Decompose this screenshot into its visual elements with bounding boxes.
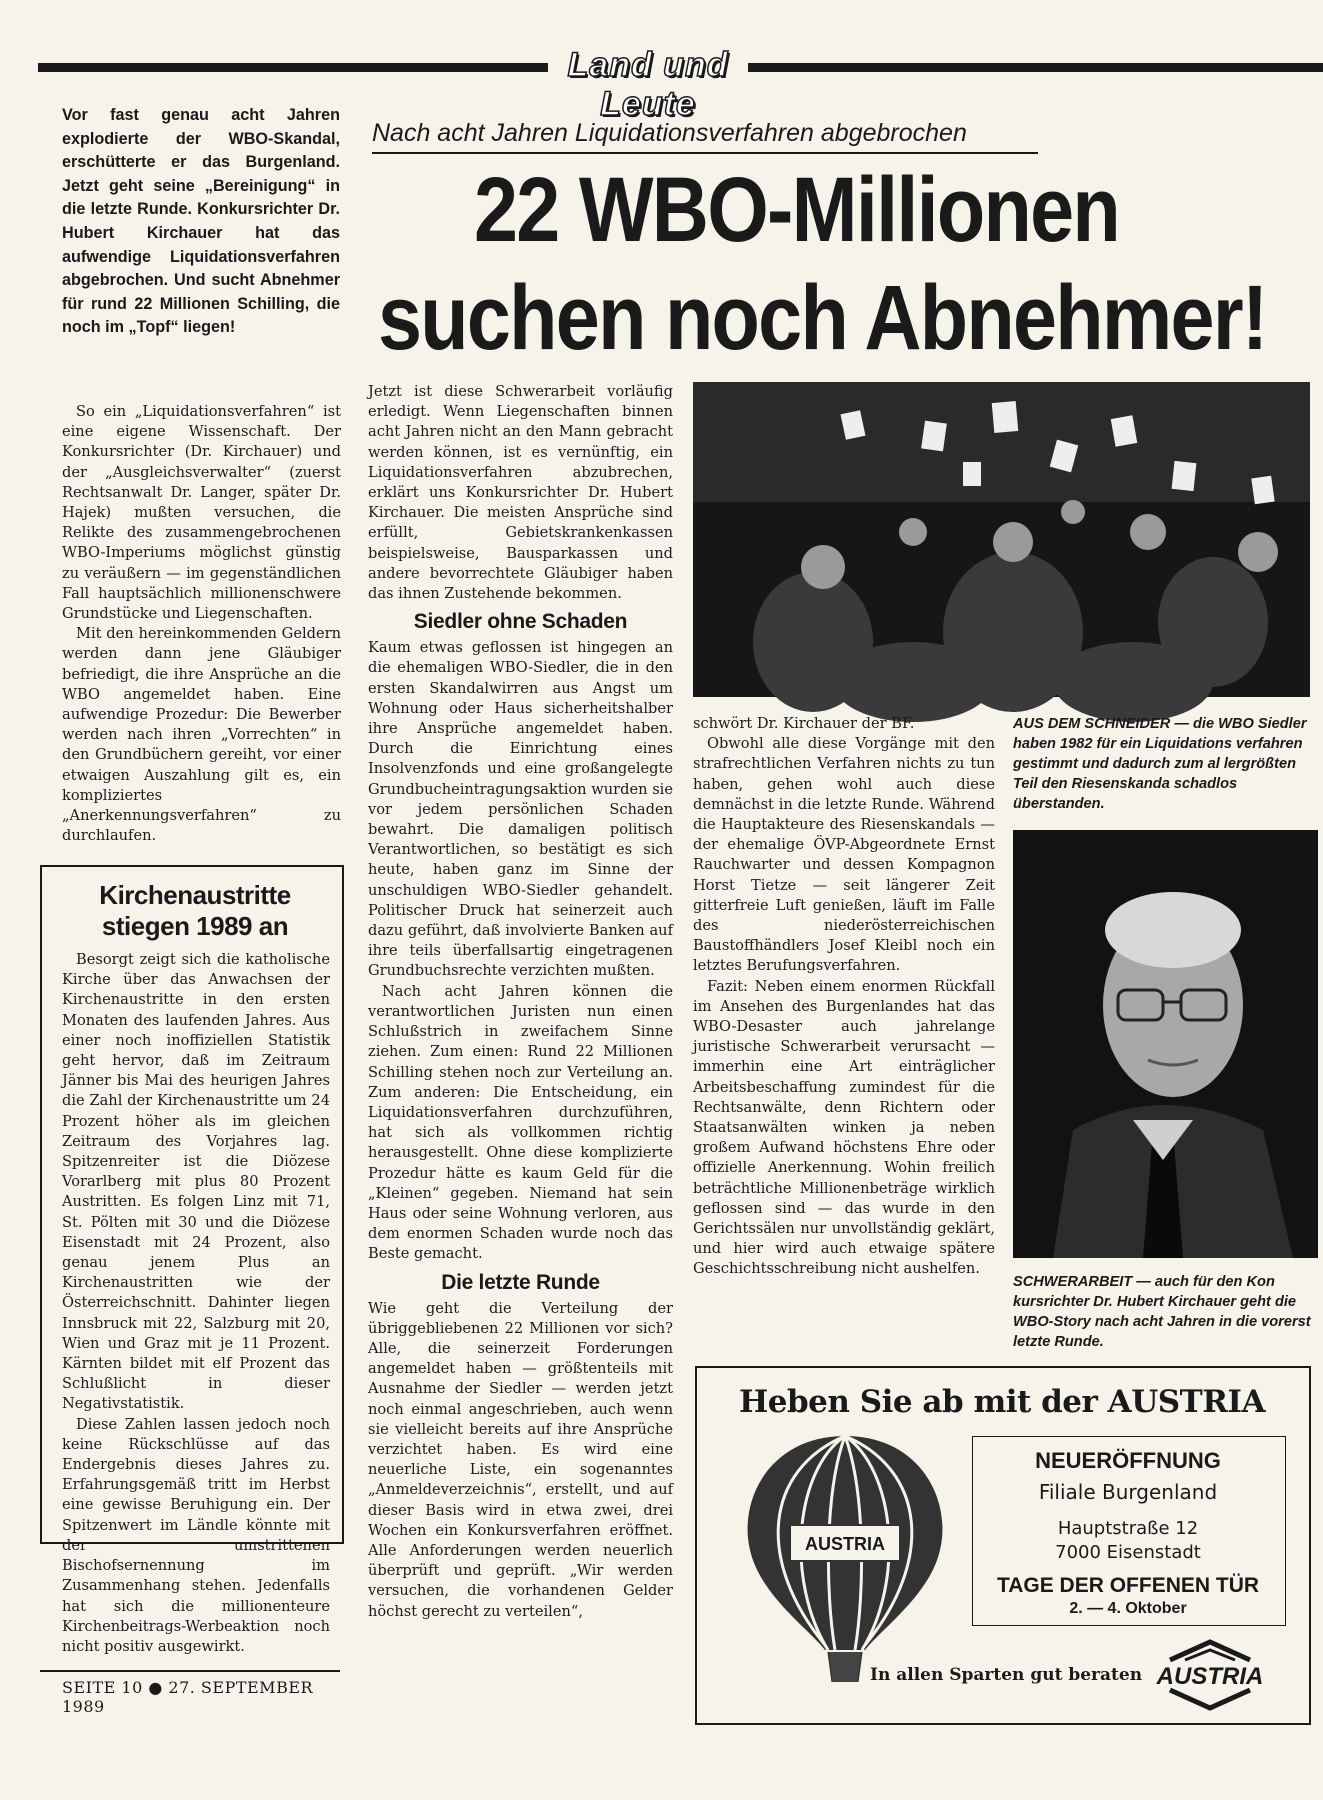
- subhead-siedler: Siedler ohne Schaden: [413, 610, 628, 634]
- photo-portrait-illustration: [1013, 830, 1318, 1258]
- subhead-letzte-runde: Die letzte Runde: [441, 1270, 600, 1294]
- ad-box-title: NEUERÖFFNUNG: [1035, 1448, 1221, 1473]
- balloon-text: AUSTRIA: [805, 1534, 885, 1554]
- kicker: Nach acht Jahren Liquidationsverfahren abgebrochen: [372, 119, 1038, 154]
- caption-photo-2: SCHWERARBEIT — auch für den Kon kursrichter Dr. Hubert Kirchauer geht die WBO-Story nach acht Jahren in die vorerst letzte Runde.: [1013, 1274, 1311, 1350]
- column-3: [693, 714, 995, 1354]
- sidebar-title: Kirchenaustritte stiegen 1989 an: [99, 880, 291, 941]
- rubric-title: Land und Leute: [567, 46, 729, 123]
- caption-photo-1: AUS DEM SCHNEIDER — die WBO Siedler haben 1982 für ein Liquidations verfahren gestimmt und dadurch zum al lergrößten Teil den Riesenskanda schadlos überstanden.: [1013, 716, 1307, 812]
- col3-paragraph: Obwohl alle diese Vorgänge mit den strafrechtlichen Verfahren nichts zu tun haben, gehen wohl auch diese demnächst in die letzte Runde. Während die Hauptakteure des Riesenskandals — der ehemalige ÖVP-Abgeordnete Ernst Rauchwarter und dessen Kompagnon Horst Tietze — seit längerer Zeit gitterfreie Luft genießen, läuft im Falle des niederösterreichischen Baustoffhändlers Josef Kleibl noch ein letztes Berufungsverfahren.: [693, 735, 995, 975]
- austria-logo-icon: [1140, 1638, 1280, 1710]
- photo-crowd-vote: [693, 382, 1310, 697]
- photo-crowd-illustration: [693, 382, 1310, 697]
- column-2: [368, 382, 673, 1782]
- footer-rule: [40, 1670, 340, 1672]
- rubric-bar-left: [38, 63, 548, 72]
- balloon-illustration: [730, 1430, 960, 1700]
- col3-paragraph: schwört Dr. Kirchauer der BF.: [693, 715, 915, 732]
- page-footer: SEITE 10 ● 27. SEPTEMBER 1989: [62, 1678, 314, 1716]
- column-1: [62, 402, 341, 852]
- headline-line-2: suchen noch Abnehmer!: [378, 267, 1267, 369]
- col2-paragraph: Jetzt ist diese Schwerarbeit vorläufig erledigt. Wenn Liegenschaften binnen acht Jahren nicht an den Mann gebracht werden können, ist es vernünftig, ein Liquidationsverfahren abzubrechen, erklärt uns Konkursrichter Dr. Hubert Kirchauer. Die meisten Ansprüche sind erfüllt, Gebietskrankenkassen beispielsweise, Bausparkassen und andere bevorrechtete Gläubiger haben das ihnen Zustehende bekommen.: [368, 383, 673, 603]
- col2-paragraph: Nach acht Jahren können die verantwortlichen Juristen nun einen Schlußstrich in zweifachem Sinne ziehen. Zum einen: Rund 22 Millionen Schilling stehen noch zur Verteilung an. Zum anderen: Die Entscheidung, ein Liquidationsverfahren durchzuführen, hat sich als vollkommen richtig herausgestellt. Ohne diese komplizierte Prozedur hätte es kaum Geld für die „Kleinen“ gegeben. Niemand hat sein Haus oder seine Wohnung verloren, aus dem enormen Schaden wurde noch das Beste gemacht.: [368, 982, 673, 1263]
- sidebar-paragraph: Diese Zahlen lassen jedoch noch keine Rückschlüsse auf das Endergebnis dieses Jahres zu. Erfahrungsgemäß tritt im Herbst eine gewisse Beruhigung ein. Der Spitzenwert im Ländle könnte mit der umstrittenen Bischofsernennung im Zusammenhang stehen. Jedenfalls hat sich die millionenteure Kirchenbeitrags-Werbeaktion noch nicht positiv ausgewirkt.: [62, 1415, 330, 1655]
- photo-portrait-kirchauer: [1013, 830, 1318, 1258]
- hot-air-balloon-icon: [730, 1430, 960, 1700]
- col2-paragraph: Kaum etwas geflossen ist hingegen an die ehemaligen WBO-Siedler, die in den ersten Skandalwirren aus Angst um Wohnung oder Haus sicherheitshalber ihre Ansprüche angemeldet haben. Durch die Einrichtung eines Insolvenzfonds und eine großangelegte Grundbucheintragungsaktion wurden sie vor jedem persönlichen Schaden bewahrt. Die damaligen politisch Verantwortlichen, so bestätigt es sich heute, haben ganz im Sinne der unschuldigen WBO-Siedler gehandelt. Politischer Druck hat seinerzeit auch dazu geführt, daß involvierte Banken auf ihre teils überfallsartig eingetragenen Grundbuchsrechte verzichten mußten.: [368, 639, 673, 980]
- austria-logo: [1140, 1638, 1280, 1710]
- ad-street: Hauptstraße 12: [1057, 1518, 1199, 1539]
- ad-city: 7000 Eisenstadt: [1055, 1542, 1201, 1563]
- lead-paragraph: Vor fast genau acht Jahren explodierte der WBO-Skandal, erschütterte er das Burgenland. Jetzt geht seine „Bereinigung“ in die letzte Runde. Konkursrichter Dr. Hubert Kirchauer hat das aufwendige Liquidationsverfahren abgebrochen. Und sucht Abnehmer für rund 22 Millionen Schilling, die noch im „Topf“ liegen!: [62, 106, 340, 337]
- headline-line-1: 22 WBO-Millionen: [474, 159, 1119, 261]
- ad-title: Heben Sie ab mit der AUSTRIA: [738, 1384, 1266, 1420]
- col2-paragraph: Wie geht die Verteilung der übriggebliebenen 22 Millionen vor sich? Alle, die seinerzeit Forderungen angemeldet haben — größtenteils mit Ausnahme der Siedler — werden jetzt noch einmal angeschrieben, auch wenn sie vielleicht bereits auf ihre Ansprüche verzichtet haben. Es wird eine neuerliche Liste, ein sogenanntes „Anmeldeverzeichnis“, erstellt, und auf dieser Basis wird in etwa zwei, drei Wochen ein Konkursverfahren eröffnet. Alle Anforderungen werden neuerlich überprüft und geprüft. „Wir werden versuchen, die vorhandenen Gelder höchst gerecht zu verteilen“,: [368, 1299, 673, 1620]
- ad-branch: Filiale Burgenland: [1038, 1480, 1218, 1504]
- col3-paragraph: Fazit: Neben einem enormen Rückfall im Ansehen des Burgenlandes hat das WBO-Desaster auch jahrelange juristische Schwerarbeit verursacht — immerhin eine Art einträglicher Arbeitsbeschaffung zumindest für die Rechtsanwälte, denn Richtern oder Staatsanwälten winken ja neben großem Aufwand höchstens Ehre oder offizielle Anerkennung. Wohin freilich beträchtliche Millionenbeträge wirklich geflossen sind — das wurde in den Gerichtssälen nur unvollständig geklärt, und hier wird auch etwaige spätere Geschichtsschreibung nicht aushelfen.: [693, 977, 995, 1278]
- col1-paragraph: So ein „Liquidationsverfahren“ ist eine eigene Wissenschaft. Der Konkursrichter (Dr. Kirchauer) und der „Ausgleichsverwalter“ (zuerst Rechtsanwalt Dr. Langer, später Dr. Hajek) mußten versuchen, die Relikte des zusammengebrochenen WBO-Imperiums möglichst günstig zu veräußern — im gegenständlichen Fall hauptsächlich millionenschwere Grundstücke und Liegenschaften.: [62, 403, 341, 623]
- rubric-bar-right: [748, 63, 1323, 72]
- ad-slogan: In allen Sparten gut beraten: [870, 1665, 1143, 1685]
- austria-logo-text: AUSTRIA: [1156, 1663, 1264, 1690]
- sidebar-text: [62, 950, 330, 1655]
- ad-event: TAGE DER OFFENEN TÜR: [996, 1574, 1260, 1597]
- ad-dates: 2. — 4. Oktober: [1069, 1600, 1187, 1617]
- col1-paragraph: Mit den hereinkommenden Geldern werden dann jene Gläubiger befriedigt, die ihre Ansprüche an die WBO angemeldet haben. Eine aufwendige Prozedur: Die Bewerber werden nach ihren „Vorrechten“ in den Grundbüchern gereiht, vor einer etwaigen Auszahlung gilt es, ein kompliziertes „Anerkennungsverfahren“ zu durchlaufen.: [62, 625, 341, 845]
- sidebar-paragraph: Besorgt zeigt sich die katholische Kirche über das Anwachsen der Kirchenaustritte in den ersten Monaten des laufenden Jahres. Aus einer noch inoffiziellen Statistik geht hervor, daß im Zeitraum Jänner bis Mai des heurigen Jahres die Zahl der Kirchenaustritte um 24 Prozent höher als im gleichen Zeitraum des Vorjahres lag. Spitzenreiter ist die Diözese Vorarlberg mit plus 80 Prozent Austritten. Es folgen Linz mit 71, St. Pölten mit 30 und die Diözese Eisenstadt mit 24 Prozent, also genau jenem Plus an Kirchenaustritten wie der Österreichschnitt. Dahinter liegen Innsbruck mit 22, Salzburg mit 20, Wien und Graz mit je 11 Prozent. Kärnten bildet mit elf Prozent das Schlußlicht in dieser Negativstatistik.: [62, 951, 330, 1413]
